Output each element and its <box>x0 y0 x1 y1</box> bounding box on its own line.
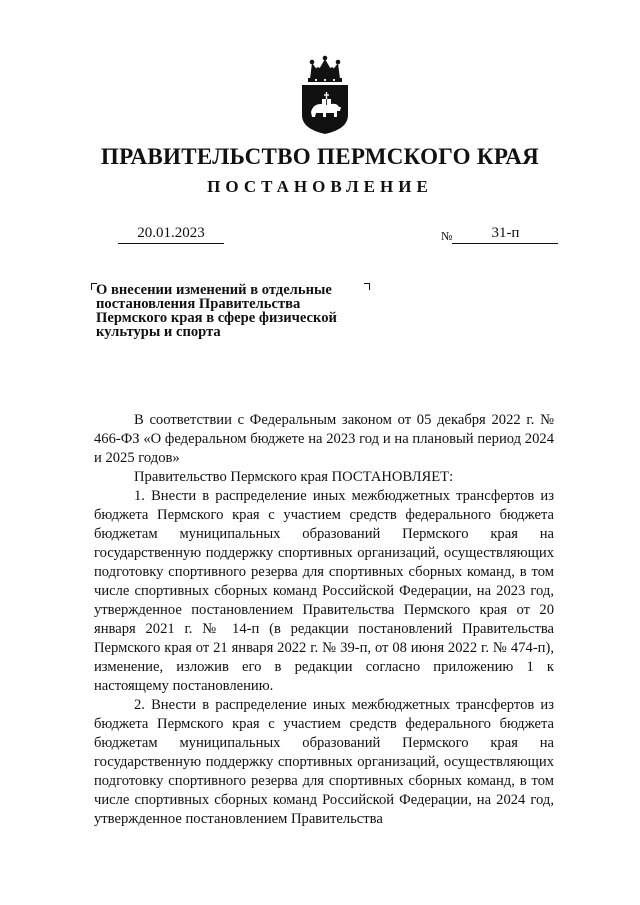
perm-krai-coat-of-arms-icon <box>296 55 354 135</box>
subject-line: культуры и спорта <box>96 324 221 340</box>
number-sign: № <box>441 229 453 243</box>
subject-line: О внесении изменений в отдельные <box>96 282 332 298</box>
preamble-paragraph: В соответствии с Федеральным законом от 05 декабря 2022 г. № 466-ФЗ «О федеральном бюджете на 2023 год и на плановый период 2024 и 2025 годов» <box>94 412 554 466</box>
document-type: ПОСТАНОВЛЕНИЕ <box>207 177 433 196</box>
subject-line: постановления Правительства <box>96 296 301 312</box>
item-1-paragraph: 1. Внести в распределение иных межбюджетных трансфертов из бюджета Пермского края с участием средств федерального бюджета бюджетам муниципальных образований Пермского края на государственную поддержку спортивных организаций, осуществляющих подготовку спортивного резерва для спортивных сборных команд, в том числе спортивных сборных команд Российской Федерации, на 2023 год, утвержденное постановлением Правительства Пермского края от 20 января 2021 г. № 14-п (в редакции постановлений Правительства Пермского края от 21 января 2022 г. № 39-п, от 08 июня 2022 г. № 474-п), изменение, изложив его в редакции согласно приложению 1 к настоящему постановлению. <box>94 488 554 694</box>
government-title: ПРАВИТЕЛЬСТВО ПЕРМСКОГО КРАЯ <box>100 144 540 169</box>
decree-paragraph: Правительство Пермского края ПОСТАНОВЛЯЕТ: <box>134 469 454 485</box>
document-subject <box>96 283 376 339</box>
subject-line: Пермского края в сфере физической <box>96 310 337 326</box>
document-number-field <box>441 225 558 244</box>
item-2-paragraph: 2. Внести в распределение иных межбюджетных трансфертов из бюджета Пермского края с участием средств федерального бюджета бюджетам муниципальных образований Пермского края на государственную поддержку спортивных организаций, осуществляющих подготовку спортивного резерва для спортивных сборных команд, в том числе спортивных сборных команд Российской Федерации, на 2024 год, утвержденное постановлением Правительства <box>94 697 554 827</box>
document-body <box>94 411 554 829</box>
document-date: 20.01.2023 <box>118 225 224 244</box>
document-number: 31-п <box>452 225 558 244</box>
